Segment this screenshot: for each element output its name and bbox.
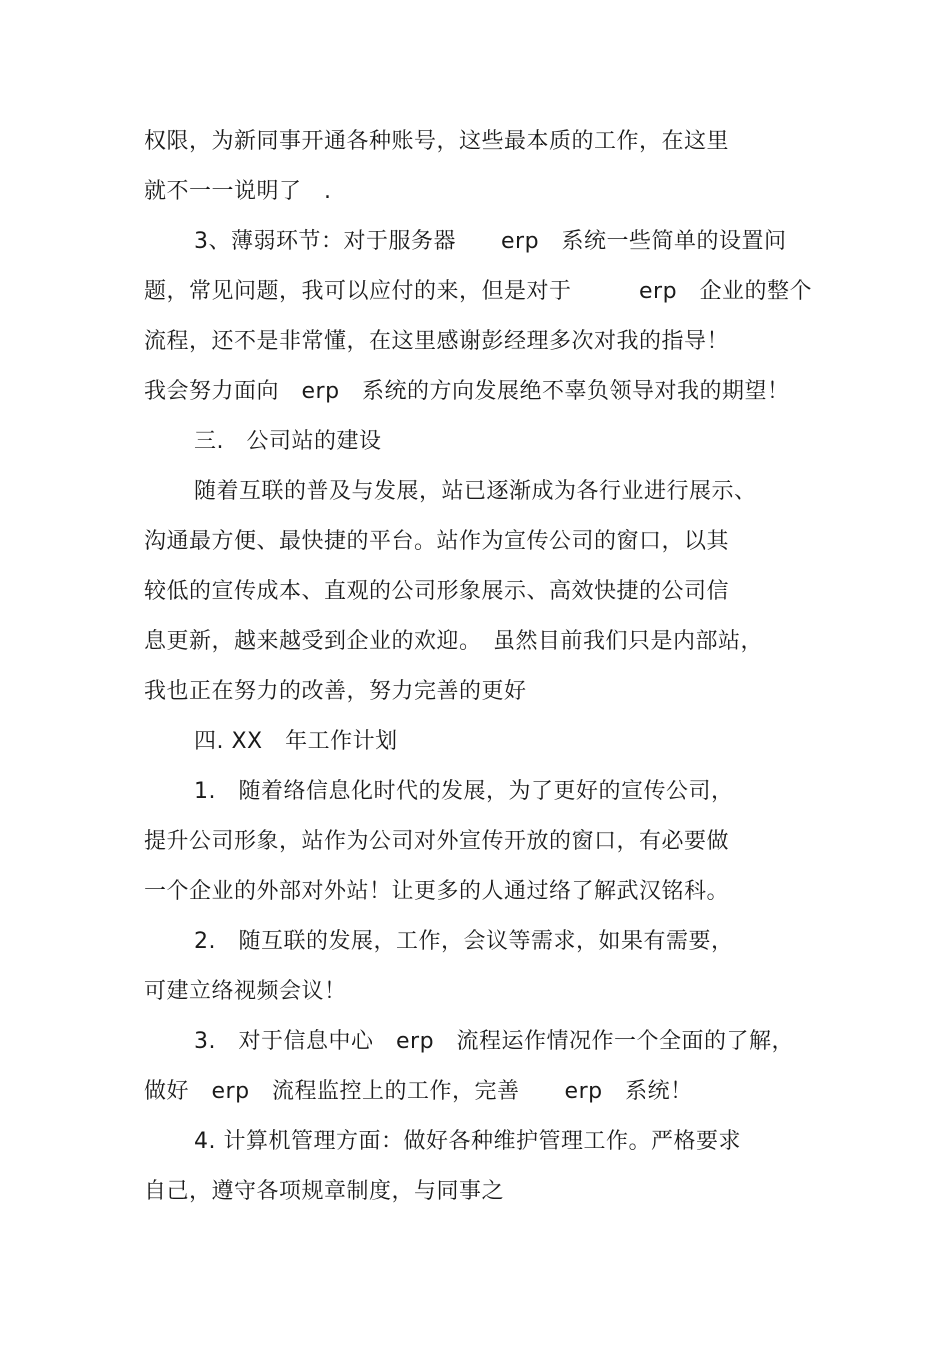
text-line: 沟通最方便、最快捷的平台。站作为宣传公司的窗口，以其 <box>144 529 730 554</box>
text-line: 较低的宣传成本、直观的公司形象展示、高效快捷的公司信 <box>144 579 730 604</box>
text-line: 息更新，越来越受到企业的欢迎。 虽然目前我们只是内部站， <box>144 629 764 654</box>
text-line: 3、薄弱环节：对于服务器 erp 系统一些简单的设置问 <box>194 229 787 254</box>
text-line: 4. 计算机管理方面：做好各种维护管理工作。严格要求 <box>194 1129 741 1154</box>
section-heading: 三. 公司站的建设 <box>194 429 382 454</box>
text-line: 可建立络视频会议！ <box>144 979 347 1004</box>
text-line: 自己，遵守各项规章制度，与同事之 <box>144 1179 505 1204</box>
text-line: 做好 erp 流程监控上的工作，完善 erp 系统！ <box>144 1079 693 1104</box>
text-line: 我会努力面向 erp 系统的方向发展绝不辜负领导对我的期望！ <box>144 379 790 404</box>
text-line: 一个企业的外部对外站！让更多的人通过络了解武汉铭科。 <box>144 879 730 904</box>
text-line: 随着互联的普及与发展，站已逐渐成为各行业进行展示、 <box>194 479 757 504</box>
text-line: 1. 随着络信息化时代的发展，为了更好的宣传公司， <box>194 779 734 804</box>
text-line: 流程，还不是非常懂，在这里感谢彭经理多次对我的指导！ <box>144 329 730 354</box>
text-line: 我也正在努力的改善，努力完善的更好 <box>144 679 527 704</box>
text-line: 就不一一说明了 . <box>144 179 332 204</box>
text-line: 3. 对于信息中心 erp 流程运作情况作一个全面的了解， <box>194 1029 795 1054</box>
section-heading: 四. XX 年工作计划 <box>194 729 398 754</box>
text-line: 题，常见问题，我可以应付的来，但是对于 erp 企业的整个 <box>144 279 813 304</box>
text-line: 2. 随互联的发展，工作，会议等需求，如果有需要， <box>194 929 734 954</box>
text-line: 权限，为新同事开通各种账号，这些最本质的工作，在这里 <box>144 129 730 154</box>
text-line: 提升公司形象，站作为公司对外宣传开放的窗口，有必要做 <box>144 829 730 854</box>
